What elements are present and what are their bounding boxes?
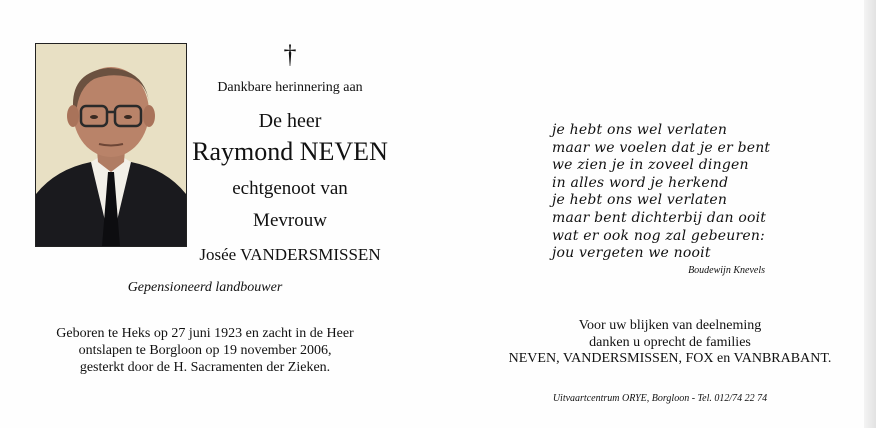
thanks-line: NEVEN, VANDERSMISSEN, FOX en VANBRABANT. [508, 351, 832, 366]
poem-author: Boudewijn Knevels [688, 265, 765, 276]
spouse-label: echtgenoot van [232, 178, 348, 199]
biography [40, 325, 370, 376]
salutation: De heer [258, 110, 322, 132]
thanks-line: danken u oprecht de families [589, 334, 751, 350]
bio-line: ontslapen te Borgloon op 19 november 2006, [78, 343, 332, 358]
poem-line: maar we voelen dat je er bent [552, 139, 771, 156]
poem-line: we zien je in zoveel dingen [552, 157, 749, 174]
portrait-photo [35, 43, 187, 247]
bio-line: Geboren te Heks op 27 juni 1923 en zacht in de Heer [56, 326, 354, 341]
thanks-line: Voor uw blijken van deelneming [578, 318, 762, 333]
poem-line: je hebt ons wel verlaten [552, 192, 728, 209]
spouse-name: Josée VANDERSMISSEN [199, 245, 381, 264]
poem-line: jou vergeten we nooit [552, 245, 711, 262]
deceased-name: Raymond NEVEN [192, 137, 388, 166]
poem [552, 122, 792, 263]
poem-line: wat er ook nog zal gebeuren: [552, 227, 765, 244]
thanks-message [470, 318, 870, 368]
poem-line: in alles word je herkend [552, 174, 729, 191]
poem-line: je hebt ons wel verlaten [552, 122, 728, 138]
poem-line: maar bent dichterbij dan ooit [552, 209, 767, 226]
intro-line: Dankbare herinnering aan [217, 80, 363, 95]
funeral-home: Uitvaartcentrum ORYE, Borgloon - Tel. 012/74 22 74 [552, 393, 768, 404]
cross-symbol: † [283, 40, 297, 69]
spouse-title: Mevrouw [253, 210, 327, 231]
bio-line: gesterkt door de H. Sacramenten der Zieken. [79, 360, 331, 375]
occupation: Gepensioneerd landbouwer [127, 280, 283, 295]
